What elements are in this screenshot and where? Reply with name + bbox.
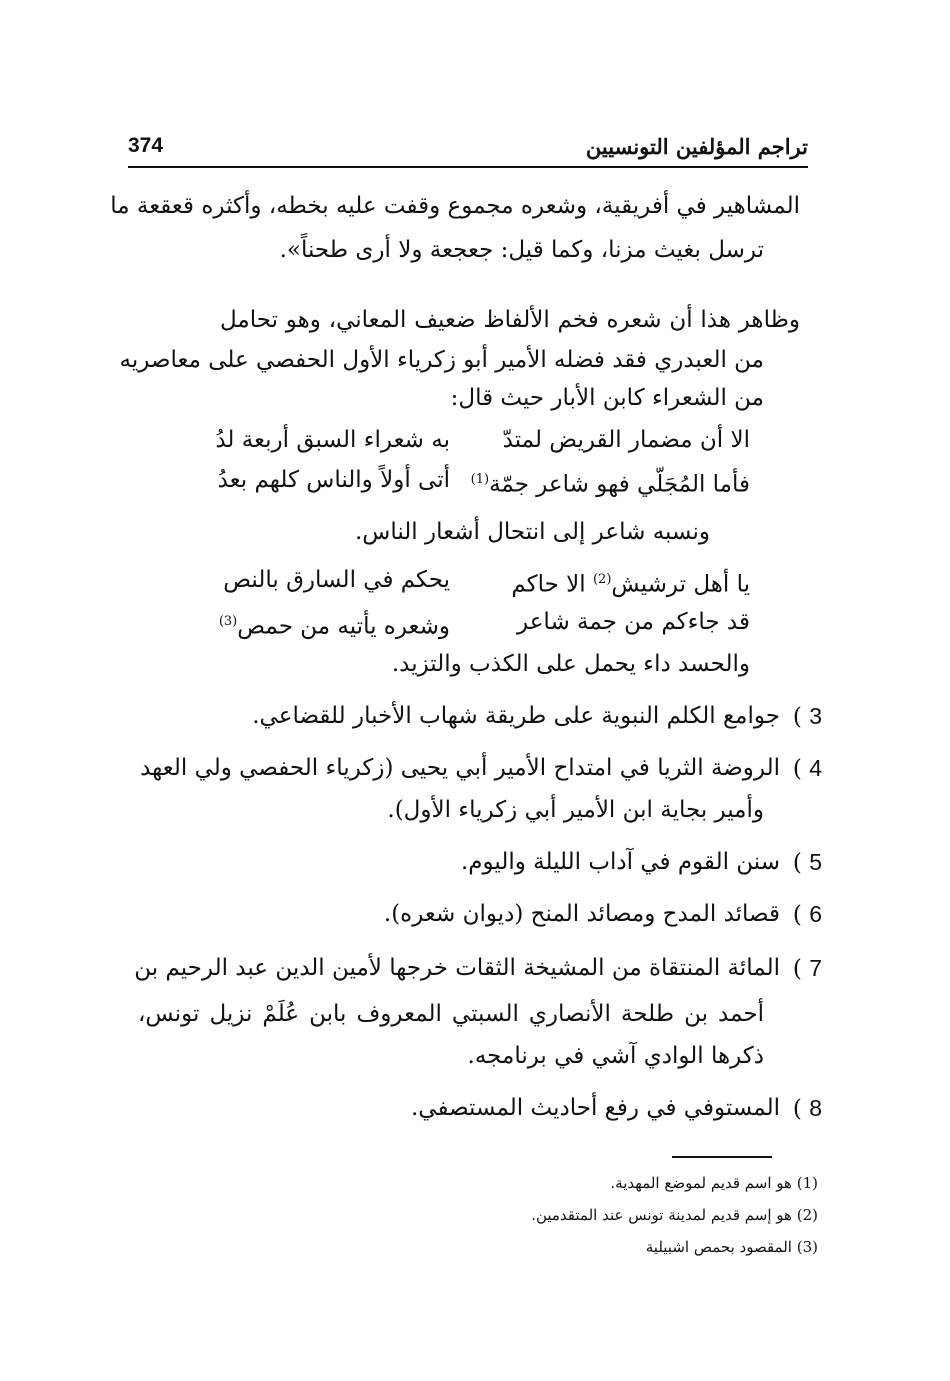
- footnote: (2) هو إسم قديم لمدينة تونس عند المتقدمين.: [531, 1206, 818, 1224]
- verse-hemistich: أتى أولاً والناس كلهم بعدُ: [217, 467, 450, 493]
- list-number: 5 ): [792, 849, 822, 876]
- footnote: (3) المقصود بحمص اشبيلية: [645, 1238, 818, 1256]
- list-number: 7 ): [792, 955, 822, 982]
- verse-hemistich: يحكم في السارق بالنص: [223, 567, 450, 593]
- list-item: أحمد بن طلحة الأنصاري السبتي المعروف بابن عُلَمْ نزيل تونس،: [138, 1001, 764, 1027]
- footnote-separator: [672, 1156, 772, 1158]
- verse-hemistich: وشعره يأتيه من حمص$^{(3)}$: [218, 613, 450, 640]
- list-item: قصائد المدح ومصائد المنح (ديوان شعره).: [383, 901, 780, 927]
- verse-hemistich: الا أن مضمار القريض لمتدّ: [502, 427, 750, 453]
- body-line: من العبدري فقد فضله الأمير أبو زكرياء الأول الحفصي على معاصريه: [119, 347, 764, 373]
- body-line: ترسل بغيث مزنا، وكما قيل: جعجعة ولا أرى طحناً».: [279, 237, 764, 263]
- running-title: تراجم المؤلفين التونسيين: [585, 134, 808, 159]
- footnote-marker: (2): [592, 572, 612, 587]
- footnote-marker: (3): [218, 614, 238, 629]
- running-header: [128, 134, 808, 168]
- list-item: الروضة الثريا في امتداح الأمير أبي يحيى (زكرياء الحفصي ولي العهد: [140, 755, 780, 781]
- verse-hemistich: فأما المُجَلّي فهو شاعر جمّة$^{(1)}$: [470, 471, 750, 498]
- list-item: ذكرها الوادي آشي في برنامجه.: [467, 1043, 764, 1069]
- body-line: وظاهر هذا أن شعره فخم الألفاظ ضعيف المعاني، وهو تحامل: [220, 307, 800, 333]
- list-item: المستوفي في رفع أحاديث المستصفي.: [410, 1095, 780, 1121]
- list-number: 8 ): [792, 1095, 822, 1122]
- list-item: جوامع الكلم النبوية على طريقة شهاب الأخبار للقضاعي.: [252, 703, 780, 729]
- body-line: من الشعراء كابن الأبار حيث قال:: [450, 385, 764, 411]
- list-number: 6 ): [792, 901, 822, 928]
- body-line: والحسد داء يحمل على الكذب والتزيد.: [391, 651, 750, 677]
- list-number: 4 ): [792, 755, 822, 782]
- verse-hemistich: به شعراء السبق أربعة لدُ: [215, 427, 450, 453]
- body-line: ونسبه شاعر إلى انتحال أشعار الناس.: [354, 519, 710, 545]
- body-line: المشاهير في أفريقية، وشعره مجموع وقفت عليه بخطه، وأكثره قعقعة ما: [110, 193, 800, 219]
- verse-hemistich: يا أهل ترشيش$^{(2)}$ الا حاكم: [511, 571, 750, 598]
- list-item: سنن القوم في آداب الليلة واليوم.: [460, 849, 780, 875]
- list-number: 3 ): [792, 703, 822, 730]
- footnote: (1) هو اسم قديم لموضع المهدية.: [610, 1174, 818, 1192]
- verse-hemistich: قد جاءكم من جمة شاعر: [517, 609, 750, 635]
- footnote-marker: (1): [470, 472, 490, 487]
- list-item: المائة المنتقاة من المشيخة الثقات خرجها لأمين الدين عبد الرحيم بن: [134, 955, 780, 981]
- page-number: 374: [128, 134, 164, 157]
- list-item: وأمير بجاية ابن الأمير أبي زكرياء الأول).: [387, 797, 764, 823]
